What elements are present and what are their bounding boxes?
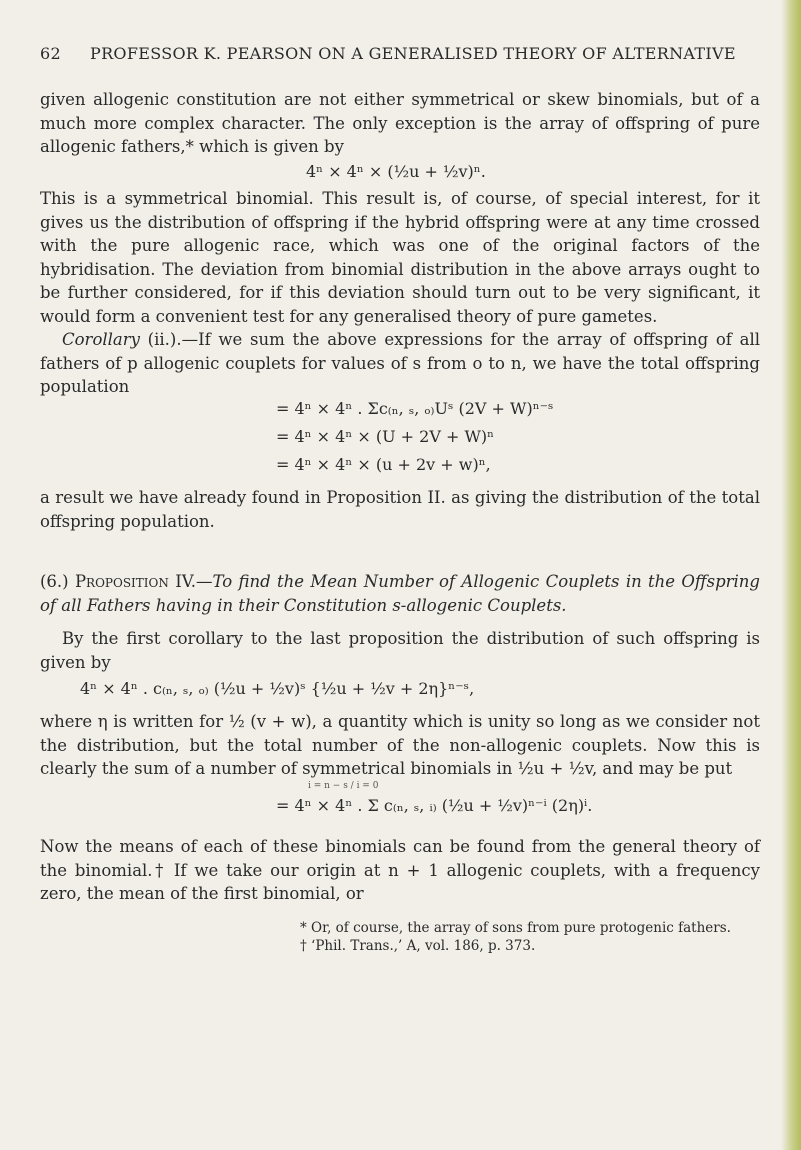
sum-limits: i = n − s / i = 0 xyxy=(308,781,379,791)
paragraph-4: a result we have already found in Proposition II. as giving the distribution of the total offspring population. xyxy=(40,488,760,531)
equation-1: 4ⁿ × 4ⁿ × (½u + ½v)ⁿ. xyxy=(306,162,486,181)
page-number: 62 xyxy=(40,44,61,63)
running-title: PROFESSOR K. PEARSON ON A GENERALISED THEORY OF ALTERNATIVE xyxy=(90,44,736,63)
page-edge xyxy=(781,0,801,1150)
equation-4: = 4ⁿ × 4ⁿ × (u + 2v + w)ⁿ, xyxy=(276,455,491,474)
corollary-label: Corollary xyxy=(62,330,140,349)
running-header xyxy=(40,44,760,63)
paragraph-7: Now the means of each of these binomials can be found from the general theory of the binomial.† If we take our origin at n + 1 allogenic couplets, with a frequency zero, the mean of the first binomial, or xyxy=(40,837,760,903)
footnote-1: * Or, of course, the array of sons from pure protogenic fathers. xyxy=(300,920,731,936)
equation-5: 4ⁿ × 4ⁿ . c₍ₙ, ₛ, ₒ₎ (½u + ½v)ˢ {½u + ½v + 2η}ⁿ⁻ˢ, xyxy=(80,679,475,698)
proposition-label: Proposition IV. xyxy=(74,572,197,591)
equation-3: = 4ⁿ × 4ⁿ × (U + 2V + W)ⁿ xyxy=(276,427,495,446)
paragraph-1: given allogenic constitution are not either symmetrical or skew binomials, but of a much more complex character. The only exception is the array of offspring of pure allogenic fathers,* which is given by xyxy=(40,90,760,156)
proposition-heading xyxy=(40,570,760,617)
footnote-2: † ‘Phil. Trans.,’ A, vol. 186, p. 373. xyxy=(300,938,536,954)
equation-6: = 4ⁿ × 4ⁿ . Σ c₍ₙ, ₛ, ᵢ₎ (½u + ½v)ⁿ⁻ⁱ (2η)ⁱ. xyxy=(276,796,593,815)
corollary-paragraph xyxy=(40,328,760,399)
proposition-number: (6.) xyxy=(40,572,75,591)
corollary-text: (ii.).—If we sum the above expressions for the array of offspring of all fathers of p allogenic couplets for values of s from o to n, we have the total offspring population xyxy=(40,330,760,396)
equation-2: = 4ⁿ × 4ⁿ . Σc₍ₙ, ₛ, ₒ₎Uˢ (2V + W)ⁿ⁻ˢ xyxy=(276,399,554,418)
paragraph-5: By the first corollary to the last proposition the distribution of such offspring is given by xyxy=(40,629,760,672)
proposition-title: —To find the Mean Number of Allogenic Couplets in the Offspring of all Fathers having in their Constitution s-allogenic Couplets. xyxy=(40,572,760,615)
paragraph-6: where η is written for ½ (v + w), a quantity which is unity so long as we consider not the distribution, but the total number of the non-allogenic couplets. Now this is clearly the sum of a number of symmetrical binomials in ½u + ½v, and may be put xyxy=(40,712,760,778)
paragraph-2: This is a symmetrical binomial. This result is, of course, of special interest, for it gives us the distribution of offspring if the hybrid offspring were at any time crossed with the pure allogenic race, which was one of the original factors of the hybridisation. The deviation from binomial distribution in the above arrays ought to be further considered, for if this deviation should turn out to be very significant, it would form a convenient test for any generalised theory of pure gametes. xyxy=(40,189,760,326)
